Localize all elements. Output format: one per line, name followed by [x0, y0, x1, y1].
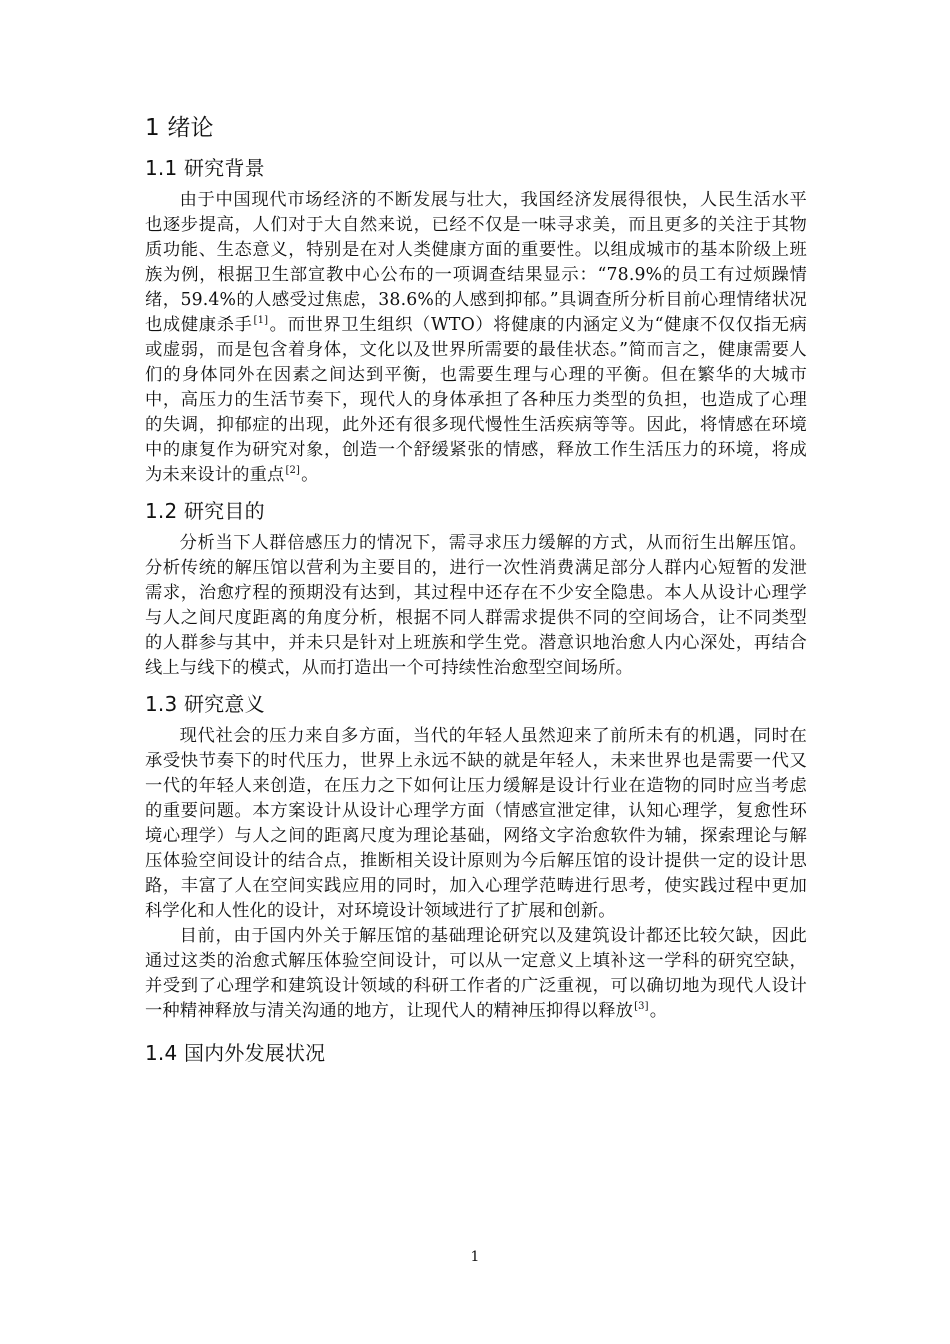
citation-3: [3]	[634, 1001, 649, 1012]
page-content	[145, 112, 807, 1073]
section-heading-1-4: 1.4 国内外发展状况	[145, 1041, 326, 1065]
page-number: 1	[470, 1249, 480, 1265]
chapter-title: 1 绪论	[145, 115, 214, 141]
paragraph-research-background	[145, 188, 807, 488]
paragraph-text: 目前，由于国内外关于解压馆的基础理论研究以及建筑设计都还比较欠缺，因此通过这类的治愈式解压体验空间设计，可以从一定意义上填补这一学科的研究空缺，并受到了心理学和建筑设计领域的科研工作者的广泛重视，可以确切地为现代人设计一种精神释放与清关沟通的地方，让现代人的精神压抑得以释放	[145, 926, 807, 1021]
paragraph-text: 。	[301, 465, 319, 485]
citation-2: [2]	[285, 465, 301, 476]
section-heading-1-3: 1.3 研究意义	[145, 692, 265, 716]
paragraph-text: 现代社会的压力来自多方面，当代的年轻人虽然迎来了前所未有的机遇，同时在承受快节奏下的时代压力，世界上永远不缺的就是年轻人，未来世界也是需要一代又一代的年轻人来创造，在压力之下如何让压力缓解是设计行业在造物的同时应当考虑的重要问题。本方案设计从设计心理学方面（情感宣泄定律，认知心理学，复愈性环境心理学）与人之间的距离尺度为理论基础，网络文字治愈软件为辅，探索理论与解压体验空间设计的结合点，推断相关设计原则为今后解压馆的设计提供一定的设计思路，丰富了人在空间实践应用的同时，加入心理学范畴进行思考，使实践过程中更加科学化和人性化的设计，对环境设计领域进行了扩展和创新。	[145, 726, 807, 921]
paragraph-research-significance-2	[145, 924, 807, 1024]
paragraph-text: 。而世界卫生组织（WTO）将健康的内涵定义为“健康不仅仅指无病或虚弱，而是包含着身体，文化以及世界所需要的最佳状态。”简而言之，健康需要人们的身体同外在因素之间达到平衡，也需要生理与心理的平衡。但在繁华的大城市中，高压力的生活节奏下，现代人的身体承担了各种压力类型的负担，也造成了心理的失调，抑郁症的出现，此外还有很多现代慢性生活疾病等等。因此，将情感在环境中的康复作为研究对象，创造一个舒缓紧张的情感，释放工作生活压力的环境，将成为未来设计的重点	[145, 315, 807, 485]
paragraph-text: 由于中国现代市场经济的不断发展与壮大，我国经济发展得很快，人民生活水平也逐步提高，人们对于大自然来说，已经不仅是一味寻求美，而且更多的关注于其物质功能、生态意义，特别是在对人类健康方面的重要性。以组成城市的基本阶级上班族为例，根据卫生部宣教中心公布的一项调查结果显示：“78.9%的员工有过烦躁情绪，59.4%的人感受过焦虑，38.6%的人感到抑郁。”具调查所分析目前心理情绪状况也成健康杀手	[145, 190, 807, 335]
paragraph-text: 分析当下人群倍感压力的情况下，需寻求压力缓解的方式，从而衍生出解压馆。分析传统的解压馆以营利为主要目的，进行一次性消费满足部分人群内心短暂的发泄需求，治愈疗程的预期没有达到，其过程中还存在不少安全隐患。本人从设计心理学与人之间尺度距离的角度分析，根据不同人群需求提供不同的空间场合，让不同类型的人群参与其中，并未只是针对上班族和学生党。潜意识地治愈人内心深处，再结合线上与线下的模式，从而打造出一个可持续性治愈型空间场所。	[145, 533, 807, 678]
paragraph-text: 。	[649, 1001, 668, 1021]
section-heading-1-2: 1.2 研究目的	[145, 499, 265, 523]
paragraph-research-significance	[145, 724, 807, 924]
citation-1: [1]	[253, 315, 269, 326]
section-heading-1-1: 1.1 研究背景	[145, 156, 265, 180]
paragraph-research-purpose	[145, 531, 807, 681]
